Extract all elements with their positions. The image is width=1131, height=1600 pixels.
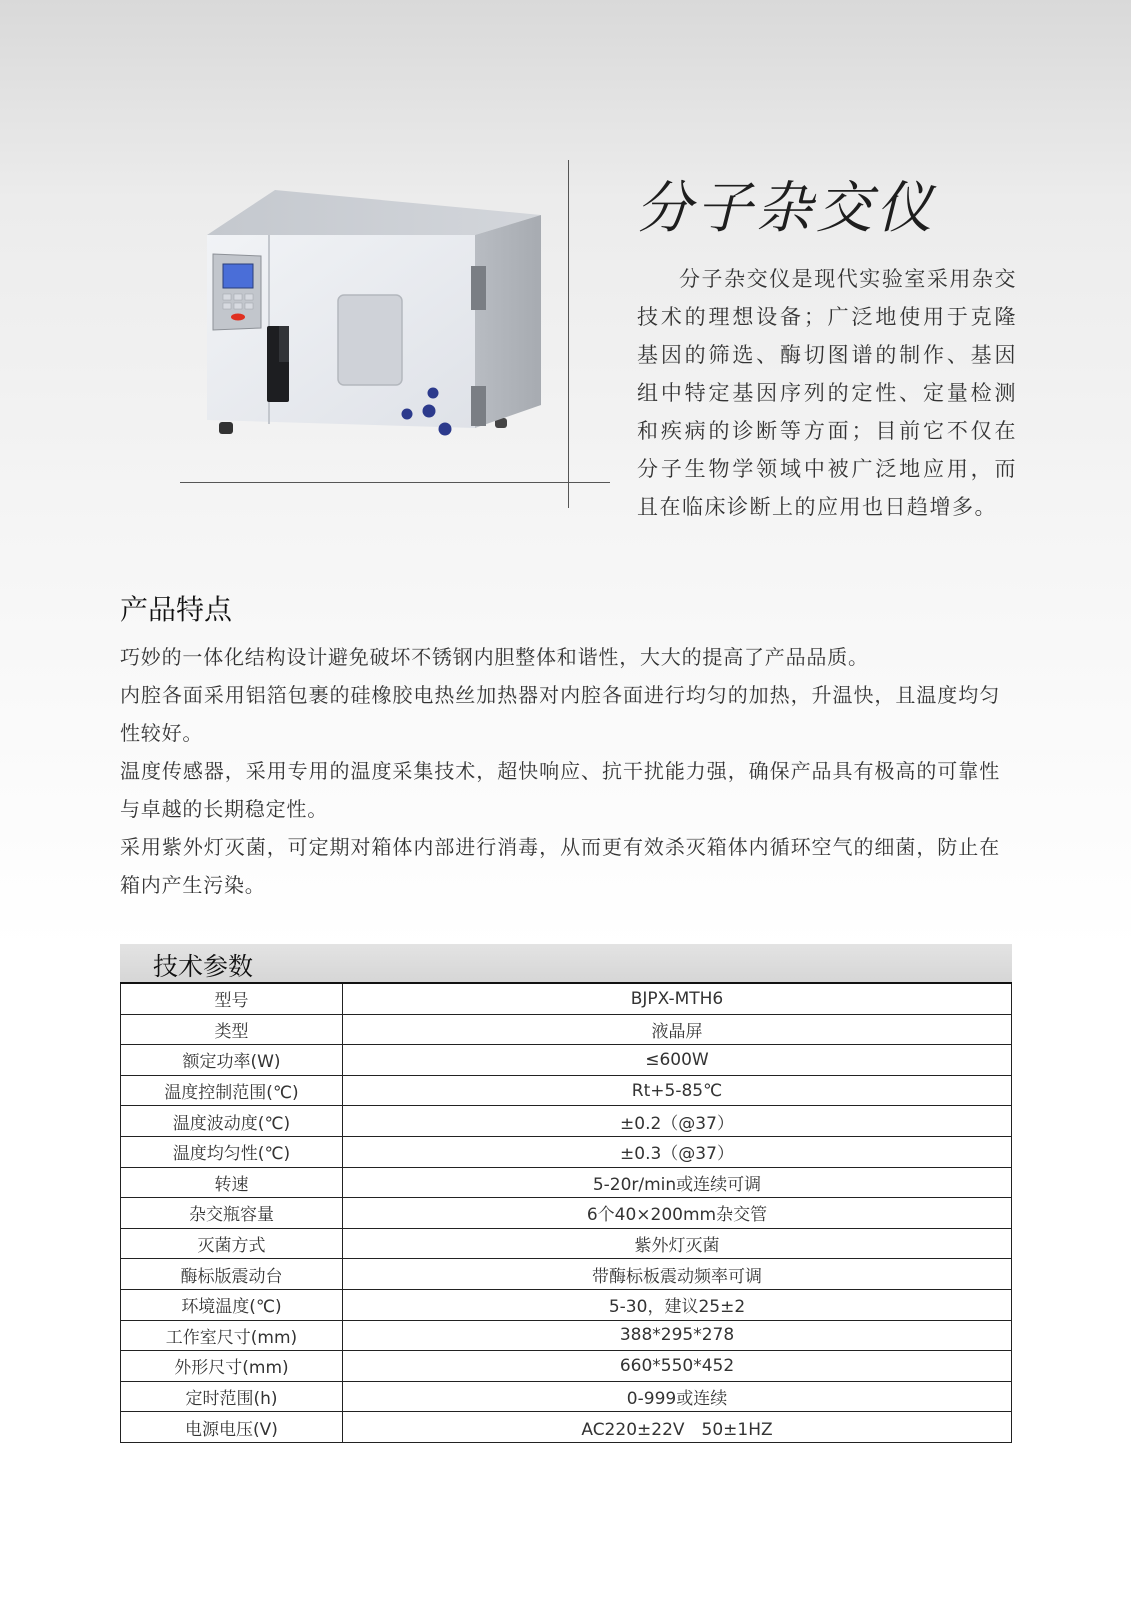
table-row: [121, 1259, 1012, 1290]
table-row: [121, 1228, 1012, 1259]
product-illustration: [195, 180, 565, 460]
table-row: [121, 1289, 1012, 1320]
table-row: [121, 1320, 1012, 1351]
table-row: [121, 1167, 1012, 1198]
spec-label: 杂交瓶容量: [121, 1198, 343, 1229]
spec-label: 灭菌方式: [121, 1228, 343, 1259]
table-row: [121, 1198, 1012, 1229]
spec-value: 5-20r/min或连续可调: [343, 1167, 1012, 1198]
spec-label: 外形尺寸(mm): [121, 1351, 343, 1382]
table-row: [121, 983, 1012, 1014]
spec-value: ≤600W: [343, 1045, 1012, 1076]
spec-label: 环境温度(℃): [121, 1289, 343, 1320]
spec-value: 液晶屏: [343, 1014, 1012, 1045]
spec-label: 温度控制范围(℃): [121, 1075, 343, 1106]
table-row: [121, 1045, 1012, 1076]
spec-label: 温度均匀性(℃): [121, 1136, 343, 1167]
specs-table: [120, 982, 1012, 1443]
spec-value: BJPX-MTH6: [343, 983, 1012, 1014]
spec-value: 6个40×200mm杂交管: [343, 1198, 1012, 1229]
spec-label: 酶标版震动台: [121, 1259, 343, 1290]
feature-item: 内腔各面采用铝箔包裹的硅橡胶电热丝加热器对内腔各面进行均匀的加热，升温快，且温度均匀性较好。: [120, 683, 1000, 745]
table-row: [121, 1412, 1012, 1443]
table-row: [121, 1136, 1012, 1167]
specs-heading: 技术参数: [153, 952, 254, 981]
table-row: [121, 1106, 1012, 1137]
features-list: [120, 638, 1000, 904]
spec-value: ±0.3（@37）: [343, 1136, 1012, 1167]
spec-value: 660*550*452: [343, 1351, 1012, 1382]
spec-value: 0-999或连续: [343, 1381, 1012, 1412]
feature-item: 采用紫外灯灭菌，可定期对箱体内部进行消毒，从而更有效杀灭箱体内循环空气的细菌，防止在箱内产生污染。: [120, 835, 1000, 897]
spec-value: 紫外灯灭菌: [343, 1228, 1012, 1259]
spec-value: 388*295*278: [343, 1320, 1012, 1351]
spec-value: 5-30，建议25±2: [343, 1289, 1012, 1320]
specs-header-bar: [120, 944, 1012, 982]
spec-label: 电源电压(V): [121, 1412, 343, 1443]
spec-value: ±0.2（@37）: [343, 1106, 1012, 1137]
spec-label: 额定功率(W): [121, 1045, 343, 1076]
feature-item: 温度传感器，采用专用的温度采集技术，超快响应、抗干扰能力强，确保产品具有极高的可靠性与卓越的长期稳定性。: [120, 759, 1000, 821]
spec-label: 型号: [121, 983, 343, 1014]
features-heading: 产品特点: [120, 593, 233, 626]
divider-vertical: [568, 160, 569, 508]
table-row: [121, 1075, 1012, 1106]
spec-label: 转速: [121, 1167, 343, 1198]
spec-value: AC220±22V 50±1HZ: [343, 1412, 1012, 1443]
product-title: 分子杂交仪: [636, 176, 936, 241]
table-row: [121, 1014, 1012, 1045]
table-row: [121, 1351, 1012, 1382]
spec-value: Rt+5-85℃: [343, 1075, 1012, 1106]
spec-label: 定时范围(h): [121, 1381, 343, 1412]
spec-label: 类型: [121, 1014, 343, 1045]
feature-item: 巧妙的一体化结构设计避免破坏不锈钢内胆整体和谐性，大大的提高了产品品质。: [120, 645, 869, 669]
spec-label: 工作室尺寸(mm): [121, 1320, 343, 1351]
divider-horizontal: [180, 482, 610, 483]
product-intro: 分子杂交仪是现代实验室采用杂交技术的理想设备；广泛地使用于克隆基因的筛选、酶切图谱的制作、基因组中特定基因序列的定性、定量检测和疾病的诊断等方面；目前它不仅在分子生物学领域中被广泛地应用，而且在临床诊断上的应用也日趋增多。: [637, 267, 1017, 519]
spec-label: 温度波动度(℃): [121, 1106, 343, 1137]
table-row: [121, 1381, 1012, 1412]
spec-value: 带酶标板震动频率可调: [343, 1259, 1012, 1290]
